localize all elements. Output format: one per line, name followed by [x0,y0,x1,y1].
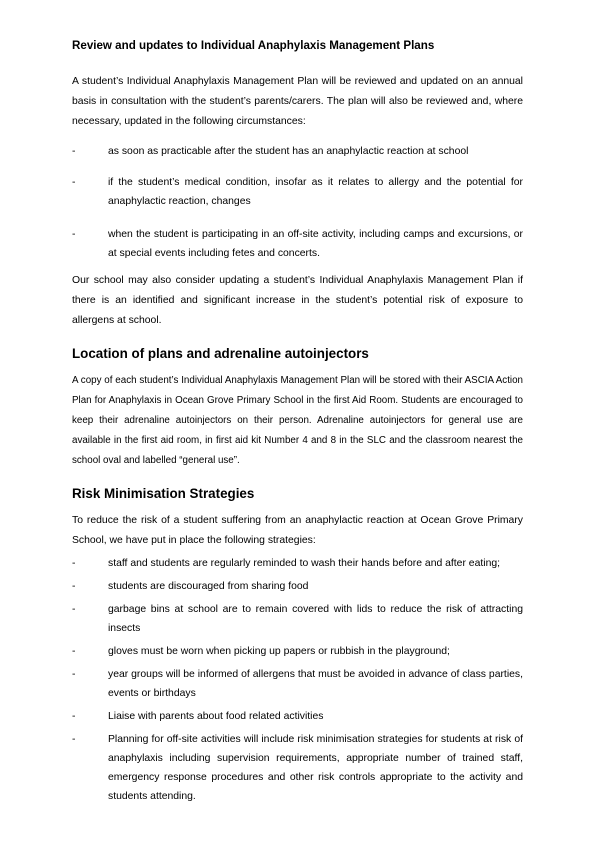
list-item: - Planning for off-site activities will include risk minimisation strategies for students at risk of anaphylaxis including supervision requirements, appropriate number of trained staff, emergency response procedures and other risk controls appropriate to the activity and students attending. [72,730,523,806]
review-circumstances-list [72,142,523,263]
dash-bullet: - [72,229,76,240]
review-closing-paragraph: Our school may also consider updating a student’s Individual Anaphylaxis Management Plan if there is an identified and significant increase in the student’s potential risk of exposure to allergens at school. [72,275,523,326]
review-intro-paragraph: A student’s Individual Anaphylaxis Management Plan will be reviewed and updated on an annual basis in consultation with the student’s parents/carers. The plan will also be reviewed and, where necessary, updated in the following circumstances: [72,76,523,127]
section-heading-risk: Risk Minimisation Strategies [72,486,255,501]
dash-bullet: - [72,711,76,722]
list-item: - Liaise with parents about food related activities [72,707,523,726]
list-item: - garbage bins at school are to remain covered with lids to reduce the risk of attracting insects [72,600,523,638]
dash-bullet: - [72,669,76,680]
dash-bullet: - [72,646,76,657]
list-item: - when the student is participating in an off-site activity, including camps and excursions, or at special events including fetes and concerts. [72,225,523,263]
risk-intro-paragraph: To reduce the risk of a student suffering from an anaphylactic reaction at Ocean Grove Primary School, we have put in place the following strategies: [72,515,523,546]
location-paragraph: A copy of each student’s Individual Anaphylaxis Management Plan will be stored with their ASCIA Action Plan for Anaphylaxis in Ocean Grove Primary School in the first Aid Room. Students are encouraged to keep their adrenaline autoinjectors on their person. Adrenaline autoinjectors for general use are available in the first aid room, in first aid kit Number 4 and 8 in the SLC and the classroom nearest the school oval and labelled “general use”. [72,375,523,466]
list-item: - as soon as practicable after the student has an anaphylactic reaction at school [72,142,523,161]
dash-bullet: - [72,558,76,569]
dash-bullet: - [72,177,76,188]
list-item: - staff and students are regularly reminded to wash their hands before and after eating; [72,554,523,573]
list-item: - students are discouraged from sharing food [72,577,523,596]
list-item: - gloves must be worn when picking up papers or rubbish in the playground; [72,642,523,661]
dash-bullet: - [72,581,76,592]
section-heading-review: Review and updates to Individual Anaphylaxis Management Plans [72,39,435,52]
list-item: - if the student’s medical condition, insofar as it relates to allergy and the potential for anaphylactic reaction, changes [72,173,523,211]
document-page [72,38,523,806]
dash-bullet: - [72,734,76,745]
section-heading-location: Location of plans and adrenaline autoinjectors [72,346,369,361]
dash-bullet: - [72,604,76,615]
dash-bullet: - [72,146,76,157]
list-item: - year groups will be informed of allergens that must be avoided in advance of class parties, events or birthdays [72,665,523,703]
risk-strategies-list [72,554,523,806]
